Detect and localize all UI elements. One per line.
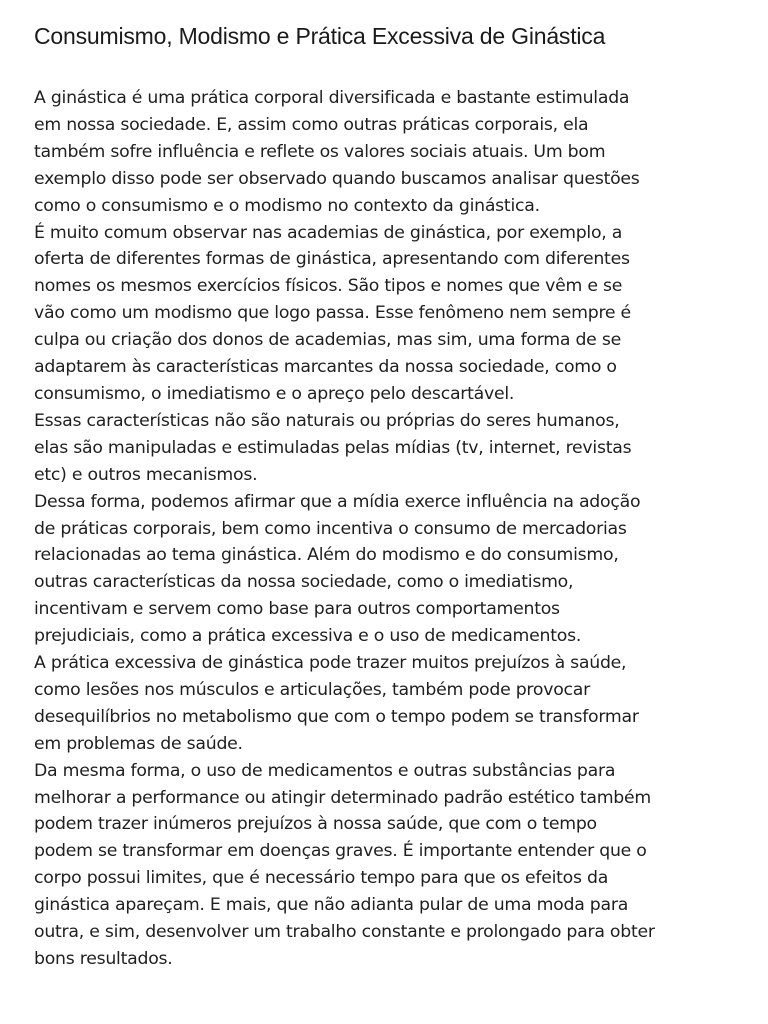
- body-line: de práticas corporais, bem como incentiva o consumo de mercadorias: [34, 518, 627, 539]
- body-line: oferta de diferentes formas de ginástica, apresentando com diferentes: [34, 249, 630, 270]
- document-title: Consumismo, Modismo e Prática Excessiva de Ginástica: [34, 23, 606, 49]
- body-line: em problemas de saúde.: [34, 733, 243, 754]
- body-line: adaptarem às características marcantes da nossa sociedade, como o: [34, 357, 617, 378]
- body-line: ginástica apareçam. E mais, que não adianta pular de uma moda para: [34, 895, 629, 916]
- body-line: podem trazer inúmeros prejuízos à nossa saúde, que com o tempo: [34, 814, 597, 835]
- body-line: também sofre influência e reflete os valores sociais atuais. Um bom: [34, 141, 606, 162]
- body-line: consumismo, o imediatismo e o apreço pelo descartável.: [34, 383, 515, 404]
- body-line: nomes os mesmos exercícios físicos. São tipos e nomes que vêm e se: [34, 276, 623, 297]
- body-line: podem se transformar em doenças graves. É importante entender que o: [34, 841, 647, 862]
- body-line: prejudiciais, como a prática excessiva e o uso de medicamentos.: [34, 626, 582, 647]
- body-line: bons resultados.: [34, 949, 173, 969]
- body-line: etc) e outros mecanismos.: [34, 464, 258, 485]
- body-line: elas são manipuladas e estimuladas pelas mídias (tv, internet, revistas: [34, 437, 632, 458]
- body-line: Dessa forma, podemos afirmar que a mídia exerce influência na adoção: [34, 491, 641, 512]
- body-line: incentivam e servem como base para outros comportamentos: [34, 599, 560, 620]
- body-line: Essas características não são naturais ou próprias do seres humanos,: [34, 410, 620, 431]
- document-page: [34, 20, 734, 973]
- body-line: outras características da nossa sociedade, como o imediatismo,: [34, 572, 574, 593]
- body-line: corpo possui limites, que é necessário tempo para que os efeitos da: [34, 868, 609, 889]
- body-line: melhorar a performance ou atingir determinado padrão estético também: [34, 787, 651, 808]
- body-line: É muito comum observar nas academias de ginástica, por exemplo, a: [34, 222, 623, 243]
- body-line: vão como um modismo que logo passa. Esse fenômeno nem sempre é: [34, 303, 631, 324]
- body-line: como lesões nos músculos e articulações, também pode provocar: [34, 679, 590, 700]
- body-line: como o consumismo e o modismo no contexto da ginástica.: [34, 195, 540, 216]
- body-line: desequilíbrios no metabolismo que com o tempo podem se transformar: [34, 706, 639, 727]
- body-line: Da mesma forma, o uso de medicamentos e outras substâncias para: [34, 760, 616, 781]
- body-line: outra, e sim, desenvolver um trabalho constante e prolongado para obter: [34, 922, 655, 943]
- body-line: relacionadas ao tema ginástica. Além do modismo e do consumismo,: [34, 545, 619, 566]
- body-line: culpa ou criação dos donos de academias, mas sim, uma forma de se: [34, 330, 621, 351]
- body-line: A ginástica é uma prática corporal diversificada e bastante estimulada: [34, 88, 630, 108]
- document-body: [34, 85, 734, 973]
- body-line: exemplo disso pode ser observado quando buscamos analisar questões: [34, 168, 640, 189]
- body-line: em nossa sociedade. E, assim como outras práticas corporais, ela: [34, 114, 589, 135]
- body-line: A prática excessiva de ginástica pode trazer muitos prejuízos à saúde,: [34, 653, 627, 674]
